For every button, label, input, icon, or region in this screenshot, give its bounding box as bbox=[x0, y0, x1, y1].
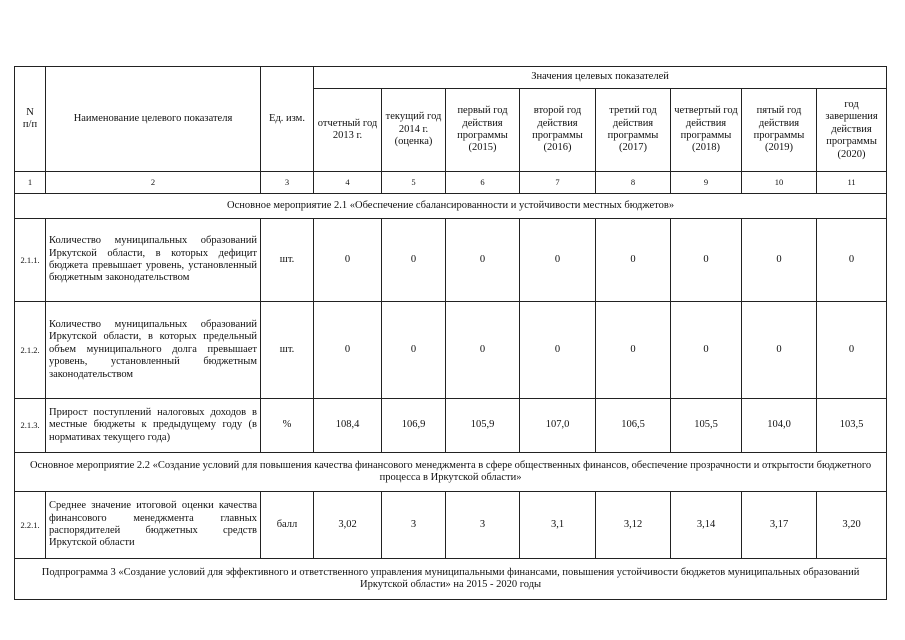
header-year-2014: текущий год 2014 г. (оценка) bbox=[382, 89, 446, 172]
subprogram-title: Подпрограмма 3 «Создание условий для эффективного и ответственного управления муниципальными финансами, повышения устойчивости бюджетов муниципальных образований Иркутской области» на 2015 - 2020 годы bbox=[15, 559, 887, 600]
column-number: 2 bbox=[46, 172, 261, 194]
row-value: 108,4 bbox=[314, 399, 382, 453]
row-value: 0 bbox=[314, 219, 382, 302]
row-value: 0 bbox=[446, 302, 520, 399]
header-name: Наименование целевого показателя bbox=[46, 67, 261, 172]
row-unit: балл bbox=[261, 492, 314, 559]
row-code: 2.2.1. bbox=[15, 492, 46, 559]
row-value: 3 bbox=[446, 492, 520, 559]
row-unit: шт. bbox=[261, 302, 314, 399]
column-number: 3 bbox=[261, 172, 314, 194]
row-value: 0 bbox=[742, 219, 817, 302]
row-value: 0 bbox=[817, 302, 887, 399]
row-value: 104,0 bbox=[742, 399, 817, 453]
row-code: 2.1.1. bbox=[15, 219, 46, 302]
row-value: 3,12 bbox=[596, 492, 671, 559]
row-name: Количество муниципальных образований Иркутской области, в которых дефицит бюджета превышает уровень, установленный бюджетным законодательством bbox=[46, 219, 261, 302]
row-value: 3 bbox=[382, 492, 446, 559]
header-year-2019: пятый год действия программы (2019) bbox=[742, 89, 817, 172]
column-number: 4 bbox=[314, 172, 382, 194]
header-num: N п/п bbox=[15, 67, 46, 172]
column-number-row bbox=[15, 172, 887, 194]
column-number: 5 bbox=[382, 172, 446, 194]
row-value: 3,17 bbox=[742, 492, 817, 559]
row-value: 0 bbox=[671, 302, 742, 399]
row-name: Прирост поступлений налоговых доходов в местные бюджеты к предыдущему году (в нормативах текущего года) bbox=[46, 399, 261, 453]
row-value: 3,1 bbox=[520, 492, 596, 559]
row-code: 2.1.3. bbox=[15, 399, 46, 453]
row-value: 3,14 bbox=[671, 492, 742, 559]
row-code: 2.1.2. bbox=[15, 302, 46, 399]
row-value: 0 bbox=[520, 302, 596, 399]
section-row-2-1 bbox=[15, 194, 887, 219]
section-title: Основное мероприятие 2.2 «Создание условий для повышения качества финансового менеджмента в сфере общественных финансов, обеспечение прозрачности и открытости бюджетного процесса в Иркутской области» bbox=[15, 453, 887, 492]
row-value: 0 bbox=[817, 219, 887, 302]
row-unit: шт. bbox=[261, 219, 314, 302]
row-value: 0 bbox=[671, 219, 742, 302]
row-value: 103,5 bbox=[817, 399, 887, 453]
column-number: 1 bbox=[15, 172, 46, 194]
row-name: Среднее значение итоговой оценки качества финансового менеджмента главных распорядителей бюджетных средств Иркутской области bbox=[46, 492, 261, 559]
table-row bbox=[15, 219, 887, 302]
header-unit: Ед. изм. bbox=[261, 67, 314, 172]
row-value: 107,0 bbox=[520, 399, 596, 453]
column-number: 11 bbox=[817, 172, 887, 194]
row-value: 0 bbox=[314, 302, 382, 399]
row-value: 0 bbox=[382, 219, 446, 302]
header-year-2020: год завершения действия программы (2020) bbox=[817, 89, 887, 172]
header-year-2013: отчетный год 2013 г. bbox=[314, 89, 382, 172]
table-row bbox=[15, 492, 887, 559]
row-value: 0 bbox=[596, 302, 671, 399]
header-year-2017: третий год действия программы (2017) bbox=[596, 89, 671, 172]
row-value: 3,20 bbox=[817, 492, 887, 559]
header-year-2018: четвертый год действия программы (2018) bbox=[671, 89, 742, 172]
header-year-2016: второй год действия программы (2016) bbox=[520, 89, 596, 172]
row-value: 0 bbox=[742, 302, 817, 399]
row-value: 105,9 bbox=[446, 399, 520, 453]
column-number: 6 bbox=[446, 172, 520, 194]
row-name: Количество муниципальных образований Иркутской области, в которых предельный объем муниципального долга превышает уровень, установленный бюджетным законодательством bbox=[46, 302, 261, 399]
row-value: 0 bbox=[520, 219, 596, 302]
row-unit: % bbox=[261, 399, 314, 453]
header-year-2015: первый год действия программы (2015) bbox=[446, 89, 520, 172]
column-number: 10 bbox=[742, 172, 817, 194]
target-indicators-table bbox=[14, 66, 887, 600]
row-value: 105,5 bbox=[671, 399, 742, 453]
row-value: 0 bbox=[382, 302, 446, 399]
row-value: 106,5 bbox=[596, 399, 671, 453]
table-row bbox=[15, 399, 887, 453]
subprogram-row bbox=[15, 559, 887, 600]
row-value: 0 bbox=[446, 219, 520, 302]
table-row bbox=[15, 302, 887, 399]
row-value: 106,9 bbox=[382, 399, 446, 453]
header-row-top bbox=[15, 67, 887, 89]
section-title: Основное мероприятие 2.1 «Обеспечение сбалансированности и устойчивости местных бюджетов» bbox=[15, 194, 887, 219]
section-row-2-2 bbox=[15, 453, 887, 492]
header-group: Значения целевых показателей bbox=[314, 67, 887, 89]
column-number: 7 bbox=[520, 172, 596, 194]
row-value: 3,02 bbox=[314, 492, 382, 559]
column-number: 8 bbox=[596, 172, 671, 194]
row-value: 0 bbox=[596, 219, 671, 302]
column-number: 9 bbox=[671, 172, 742, 194]
